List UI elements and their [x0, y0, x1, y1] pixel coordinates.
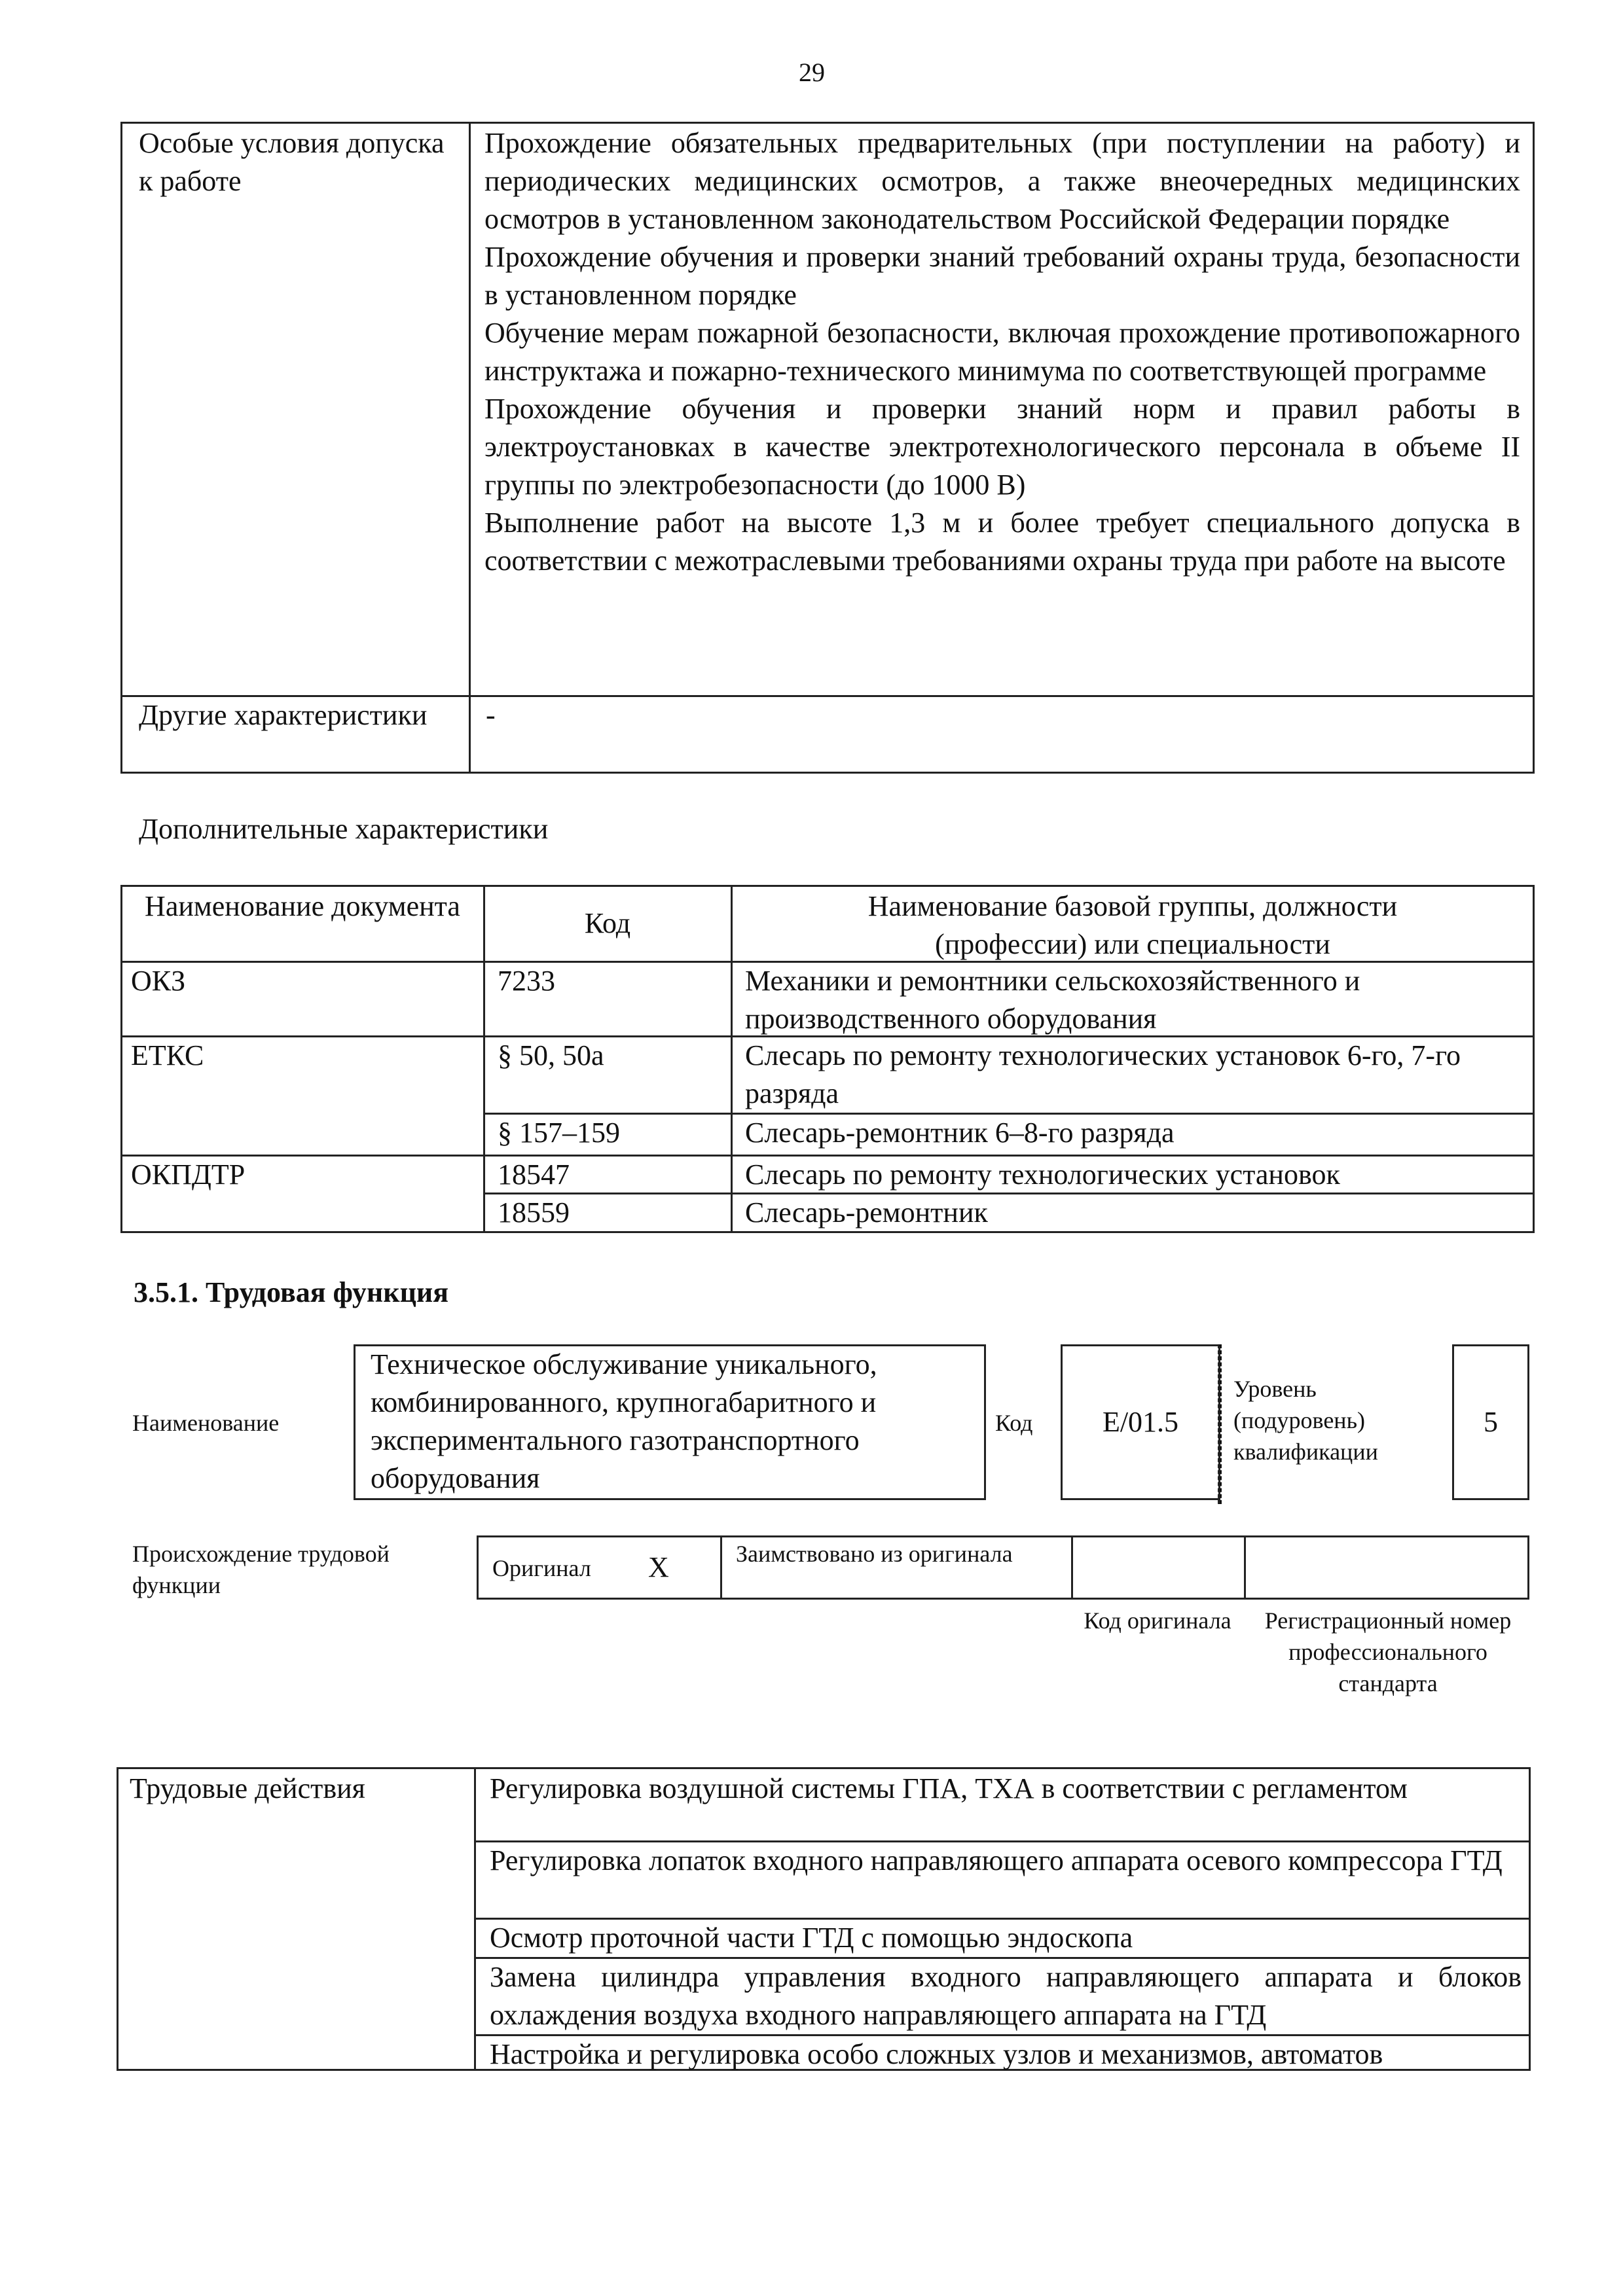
function-name-value: Техническое обслуживание уникального, комбинированного, крупногабаритного и экспериментального газотранспортного оборудования	[371, 1348, 877, 1494]
header-document-name: Наименование документа	[145, 890, 460, 922]
function-code-value: E/01.5	[1102, 1406, 1179, 1438]
row-etks-code: § 50, 50а	[498, 1039, 604, 1071]
row-okpdtr-doc: ОКПДТР	[131, 1158, 246, 1191]
row-okz-name: Механики и ремонтники сельскохозяйственного и производственного оборудования	[745, 965, 1360, 1035]
origin-original-label: Оригинал	[492, 1555, 591, 1581]
row-okz-doc: ОКЗ	[131, 965, 186, 997]
row-etks-doc: ЕТКС	[131, 1039, 204, 1071]
origin-borrowed-label: Заимствовано из оригинала	[736, 1541, 1013, 1567]
additional-characteristics-heading: Дополнительные характеристики	[139, 813, 549, 845]
row-okpdtr2-code: 18559	[498, 1196, 570, 1229]
labour-function-heading: 3.5.1. Трудовая функция	[134, 1276, 449, 1308]
labour-actions-label: Трудовые действия	[130, 1772, 365, 1804]
other-characteristics-value: -	[486, 699, 496, 731]
origin-original-mark: X	[648, 1551, 669, 1583]
page-number: 29	[799, 58, 825, 87]
labour-action-item: Настройка и регулировка особо сложных узлов и механизмов, автоматов	[490, 2038, 1383, 2070]
function-code-label: Код	[995, 1410, 1033, 1436]
row-etks-name: Слесарь по ремонту технологических установок 6-го, 7-го разряда	[745, 1039, 1461, 1109]
header-code: Код	[584, 907, 631, 939]
row-okpdtr2-name: Слесарь-ремонтник	[745, 1196, 988, 1229]
other-characteristics-label: Другие характеристики	[139, 699, 428, 731]
row-etks2-code: § 157–159	[498, 1117, 620, 1149]
registration-number-caption: Регистрационный номер профессионального стандарта	[1264, 1607, 1512, 1696]
labour-action-item: Замена цилиндра управления входного направляющего аппарата и блоков охлаждения воздуха входного направляющего аппарата на ГТД	[490, 1961, 1522, 2031]
labour-action-item: Регулировка воздушной системы ГПА, ТХА в соответствии с регламентом	[490, 1772, 1408, 1804]
labour-action-item: Осмотр проточной части ГТД с помощью эндоскопа	[490, 1922, 1133, 1954]
function-name-label: Наименование	[132, 1410, 280, 1436]
condition-electrical: Прохождение обучения и проверки знаний норм и правил работы в электроустановках в качестве электротехнологического персонала в объеме II группы по электробезопасности (до 1000 В)	[484, 393, 1520, 501]
condition-safety-training: Прохождение обучения и проверки знаний требований охраны труда, безопасности в установленном порядке	[484, 241, 1520, 311]
condition-height-work: Выполнение работ на высоте 1,3 м и более требует специального допуска в соответствии с межотраслевыми требованиями охраны труда при работе на высоте	[484, 507, 1520, 577]
qualification-level-label: Уровень (подуровень) квалификации	[1233, 1376, 1378, 1465]
special-conditions-content	[484, 124, 1520, 580]
row-okpdtr-name: Слесарь по ремонту технологических установок	[745, 1158, 1340, 1191]
special-conditions-label: Особые условия допуска к работе	[139, 127, 445, 197]
labour-action-item: Регулировка лопаток входного направляющего аппарата осевого компрессора ГТД	[490, 1844, 1503, 1876]
condition-medical: Прохождение обязательных предварительных (при поступлении на работу) и периодических медицинских осмотров, а также внеочередных медицинских осмотров в установленном законодательством Российской Федерации порядке	[484, 127, 1520, 235]
condition-fire-safety: Обучение мерам пожарной безопасности, включая прохождение противопожарного инструктажа и пожарно-технического минимума по соответствующей программе	[484, 317, 1520, 387]
original-code-caption: Код оригинала	[1084, 1607, 1231, 1634]
row-etks2-name: Слесарь-ремонтник 6–8-го разряда	[745, 1117, 1175, 1149]
header-group-name: Наименование базовой группы, должности (профессии) или специальности	[867, 890, 1398, 960]
function-origin-label: Происхождение трудовой функции	[132, 1541, 390, 1598]
row-okpdtr-code: 18547	[498, 1158, 570, 1191]
row-okz-code: 7233	[498, 965, 555, 997]
qualification-level-value: 5	[1484, 1406, 1498, 1438]
